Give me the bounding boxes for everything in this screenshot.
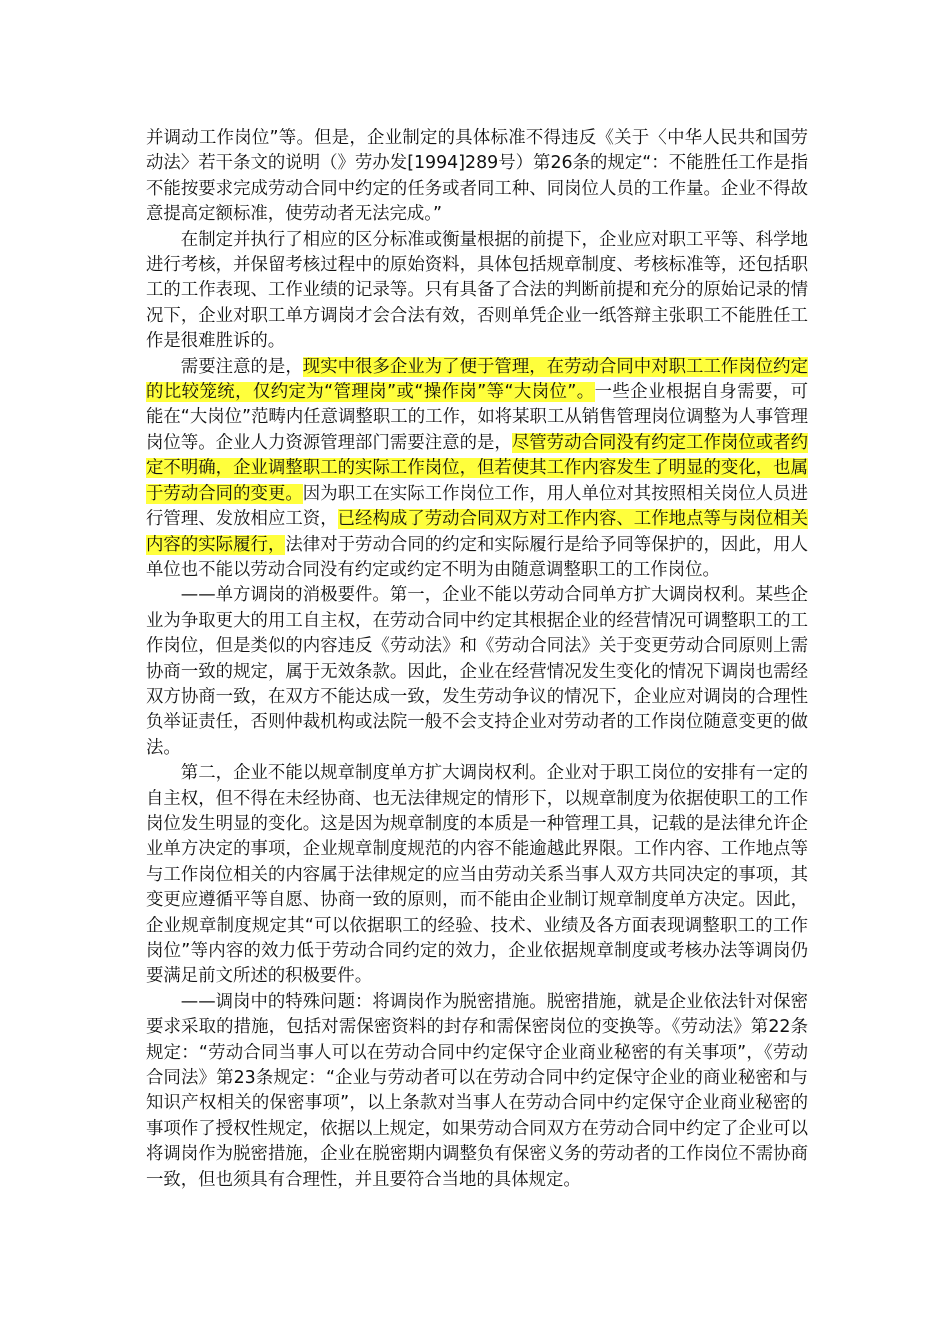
paragraph-3-text-b: 一些企业根据自身需要，可能在“大岗位”范畴内任意调整职工的工作，如将某职工从销售管理岗位调整为人事管理岗位等。企业人力资源管理部门需要注意的是， bbox=[146, 382, 808, 453]
paragraph-5 bbox=[146, 761, 808, 990]
paragraph-4 bbox=[146, 583, 808, 761]
highlight-contract-change: 尽管劳动合同没有约定工作岗位或者约定不明确，企业调整职工的实际工作岗位，但若使其工作内容发生了明显的变化，也属于劳动合同的变更。 bbox=[146, 432, 808, 504]
paragraph-1 bbox=[146, 126, 808, 228]
paragraph-1-text: 并调动工作岗位”等。但是，企业制定的具体标准不得违反《关于〈中华人民共和国劳动法〉若干条文的说明（》劳办发[1994]289号）第26条的规定“：不能胜任工作是指不能按要求完成劳动合同中约定的任务或者同工种、同岗位人员的工作量。企业不得故意提高定额标准，使劳动者无法完成。” bbox=[146, 128, 808, 225]
paragraph-3-text-d: 法律对于劳动合同的约定和实际履行是给予同等保护的，因此，用人单位也不能以劳动合同没有约定或约定不明为由随意调整职工的工作岗位。 bbox=[146, 534, 808, 580]
paragraph-2-text: 在制定并执行了相应的区分标准或衡量根据的前提下，企业应对职工平等、科学地进行考核，并保留考核过程中的原始资料，具体包括规章制度、考核标准等，还包括职工的工作表现、工作业绩的记录等。只有具备了合法的判断前提和充分的原始记录的情况下，企业对职工单方调岗才会合法有效，否则单凭企业一纸答辩主张职工不能胜任工作是很难胜诉的。 bbox=[146, 229, 808, 352]
paragraph-6-text: ——调岗中的特殊问题：将调岗作为脱密措施。脱密措施，就是企业依法针对保密要求采取的措施，包括对需保密资料的封存和需保密岗位的变换等。《劳动法》第22条规定：“劳动合同当事人可以在劳动合同中约定保守企业商业秘密的有关事项”，《劳动合同法》第23条规定：“企业与劳动者可以在劳动合同中约定保守企业的商业秘密和与知识产权相关的保密事项”，以上条款对当事人在劳动合同中约定保守企业商业秘密的事项作了授权性规定，依据以上规定，如果劳动合同双方在劳动合同中约定了企业可以将调岗作为脱密措施，企业在脱密期内调整负有保密义务的劳动者的工作岗位不需协商一致，但也须具有合理性，并且要符合当地的具体规定。 bbox=[146, 991, 808, 1190]
paragraph-2 bbox=[146, 228, 808, 355]
paragraph-6 bbox=[146, 990, 808, 1193]
paragraph-3-text-c: 因为职工在实际工作岗位工作，用人单位对其按照相关岗位人员进行管理、发放相应工资， bbox=[146, 483, 808, 530]
paragraph-3 bbox=[146, 355, 808, 584]
paragraph-5-text: 第二，企业不能以规章制度单方扩大调岗权利。企业对于职工岗位的安排有一定的自主权，但不得在未经协商、也无法律规定的情形下，以规章制度为依据使职工的工作岗位发生明显的变化。这是因为规章制度的本质是一种管理工具，记载的是法律允许企业单方决定的事项，企业规章制度规范的内容不能逾越此界限。工作内容、工作地点等与工作岗位相关的内容属于法律规定的应当由劳动关系当事人双方共同决定的事项，其变更应遵循平等自愿、协商一致的原则，而不能由企业制订规章制度单方决定。因此，企业规章制度规定其“可以依据职工的经验、技术、业绩及各方面表现调整职工的工作岗位”等内容的效力低于劳动合同约定的效力，企业依据规章制度或考核办法等调岗仍要满足前文所述的积极要件。 bbox=[146, 763, 808, 987]
highlight-actual-performance: 已经构成了劳动合同双方对工作内容、工作地点等与岗位相关内容的实际履行， bbox=[146, 509, 808, 555]
highlight-big-position: 现实中很多企业为了便于管理，在劳动合同中对职工工作岗位约定的比较笼统，仅约定为“管理岗”或“操作岗”等“大岗位”。 bbox=[146, 356, 808, 403]
document-page bbox=[146, 126, 808, 1193]
paragraph-4-text: ——单方调岗的消极要件。第一，企业不能以劳动合同单方扩大调岗权利。某些企业为争取更大的用工自主权，在劳动合同中约定其根据企业的经营情况可调整职工的工作岗位，但是类似的内容违反《劳动法》和《劳动合同法》关于变更劳动合同原则上需协商一致的规定，属于无效条款。因此，企业在经营情况发生变化的情况下调岗也需经双方协商一致，在双方不能达成一致，发生劳动争议的情况下，企业应对调岗的合理性负举证责任，否则仲裁机构或法院一般不会支持企业对劳动者的工作岗位随意变更的做法。 bbox=[146, 585, 808, 758]
paragraph-3-text-a: 需要注意的是， bbox=[180, 356, 303, 377]
